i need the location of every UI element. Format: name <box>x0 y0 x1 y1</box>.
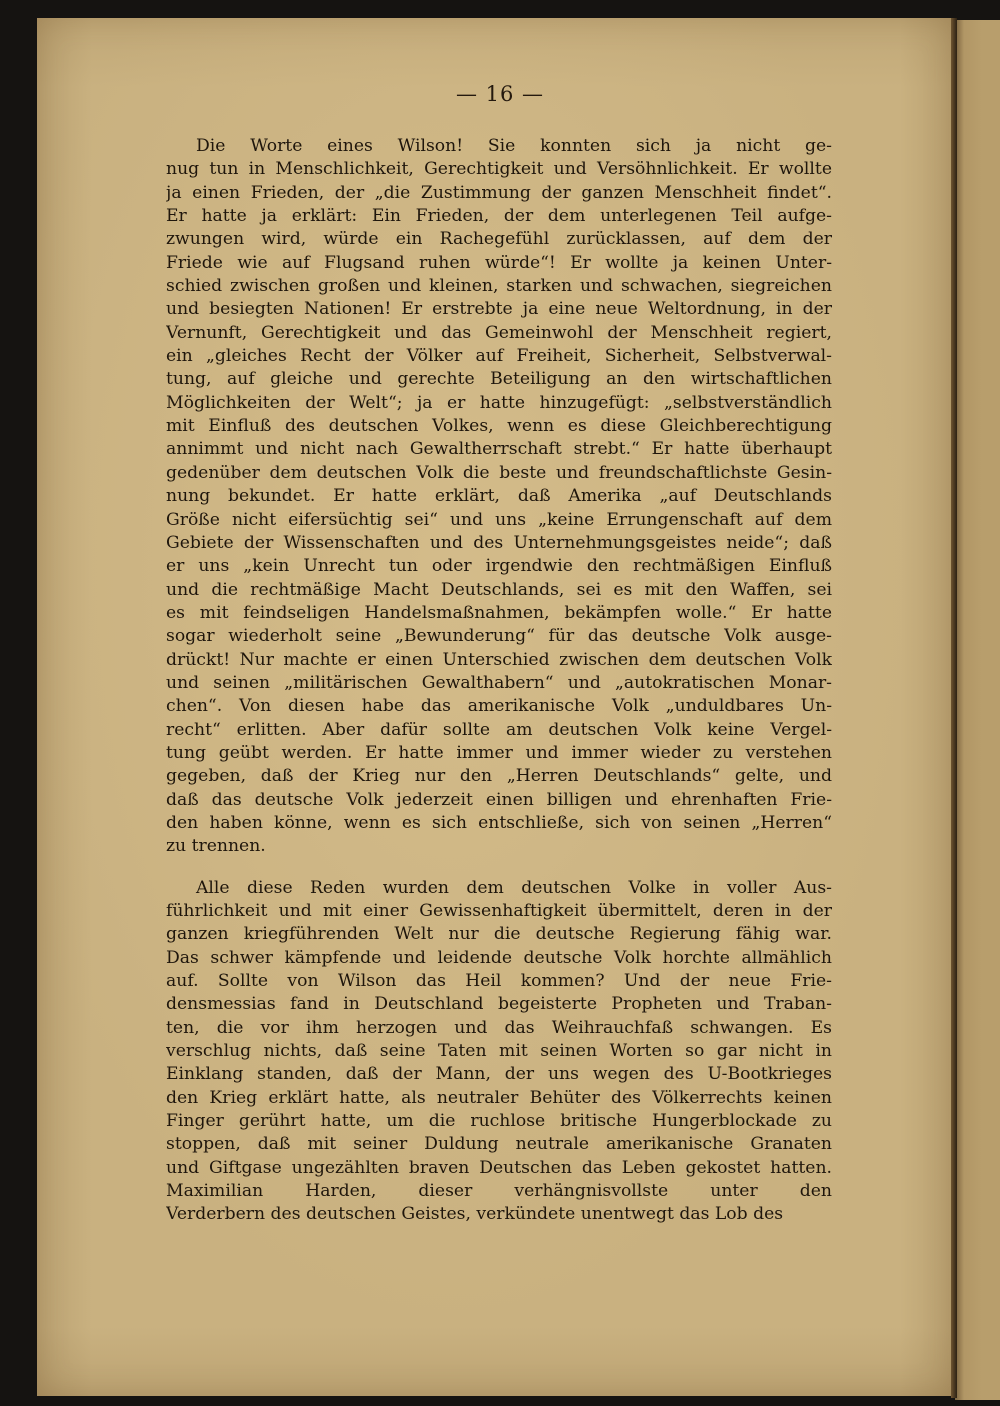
text-line: ten, die vor ihm herzogen und das Weihrauchfaß schwangen. Es <box>166 1017 832 1038</box>
paragraph-gap <box>166 859 832 877</box>
paragraph <box>166 135 832 859</box>
text-line: verschlug nichts, daß seine Taten mit seinen Worten so gar nicht in <box>166 1041 832 1062</box>
text-line: densmessias fand in Deutschland begeisterte Propheten und Traban- <box>166 994 832 1015</box>
text-line: Das schwer kämpfende und leidende deutsche Volk horchte allmählich <box>166 947 832 968</box>
text-line: den Krieg erklärt hatte, als neutraler Behüter des Völkerrechts keinen <box>166 1087 832 1108</box>
page-gutter <box>951 18 957 1398</box>
text-line: zwungen wird, würde ein Rachegefühl zurücklassen, auf dem der <box>166 229 832 250</box>
text-line: Friede wie auf Flugsand ruhen würde“! Er wollte ja keinen Unter- <box>166 252 832 273</box>
text-line: Größe nicht eifersüchtig sei“ und uns „keine Errungenschaft auf dem <box>166 509 832 530</box>
adjacent-page-edge <box>955 20 1000 1400</box>
text-line: tung geübt werden. Er hatte immer und immer wieder zu verstehen <box>166 742 832 763</box>
text-line: zu trennen. <box>166 836 266 857</box>
text-line: führlichkeit und mit einer Gewissenhaftigkeit übermittelt, deren in der <box>166 901 832 921</box>
text-line: den haben könne, wenn es sich entschließe, sich von seinen „Herren“ <box>166 812 832 833</box>
text-line: ganzen kriegführenden Welt nur die deutsche Regierung fähig war. <box>166 924 832 945</box>
text-line: auf. Sollte von Wilson das Heil kommen? Und der neue Frie- <box>166 971 832 992</box>
text-line: daß das deutsche Volk jederzeit einen billigen und ehrenhaften Frie- <box>166 789 832 810</box>
text-line: Vernunft, Gerechtigkeit und das Gemeinwohl der Menschheit regiert, <box>166 322 832 343</box>
paragraph <box>166 877 832 1227</box>
text-line: recht“ erlitten. Aber dafür sollte am deutschen Volk keine Vergel- <box>166 719 832 740</box>
text-line: Gebiete der Wissenschaften und des Unternehmungsgeistes neide“; daß <box>166 532 832 553</box>
text-line: mit Einfluß des deutschen Volkes, wenn es diese Gleichberechtigung <box>166 416 832 437</box>
text-line: tung, auf gleiche und gerechte Beteiligung an den wirtschaftlichen <box>166 369 832 390</box>
text-line: schied zwischen großen und kleinen, starken und schwachen, siegreichen <box>166 276 832 297</box>
text-line: Möglichkeiten der Welt“; ja er hatte hinzugefügt: „selbstverständlich <box>166 392 832 413</box>
text-line: er uns „kein Unrecht tun oder irgendwie den rechtmäßigen Einfluß <box>166 556 832 577</box>
text-line: gegeben, daß der Krieg nur den „Herren Deutschlands“ gelte, und <box>166 766 832 787</box>
text-line: drückt! Nur machte er einen Unterschied zwischen dem deutschen Volk <box>166 649 832 670</box>
text-line: nug tun in Menschlichkeit, Gerechtigkeit und Versöhnlichkeit. Er wollte <box>166 159 832 180</box>
text-line: Alle diese Reden wurden dem deutschen Volke in voller Aus- <box>196 877 832 898</box>
text-line: nung bekundet. Er hatte erklärt, daß Amerika „auf Deutschlands <box>166 486 832 507</box>
text-line: annimmt und nicht nach Gewaltherrschaft strebt.“ Er hatte überhaupt <box>166 439 832 460</box>
text-line: chen“. Von diesen habe das amerikanische Volk „unduldbares Un- <box>166 696 832 717</box>
text-line: Maximilian Harden, dieser verhängnisvollste unter den <box>166 1181 832 1202</box>
text-line: und seinen „militärischen Gewalthabern“ und „autokratischen Monar- <box>166 672 832 693</box>
body-text <box>166 135 832 1227</box>
text-line: ein „gleiches Recht der Völker auf Freiheit, Sicherheit, Selbstverwal- <box>166 346 832 367</box>
text-line: Verderbern des deutschen Geistes, verkündete unentwegt das Lob des <box>166 1204 784 1225</box>
text-line: und die rechtmäßige Macht Deutschlands, sei es mit den Waffen, sei <box>166 579 832 600</box>
text-line: und besiegten Nationen! Er erstrebte ja eine neue Weltordnung, in der <box>166 299 832 320</box>
text-line: Finger gerührt hatte, um die ruchlose britische Hungerblockade zu <box>166 1111 832 1132</box>
text-line: und Giftgase ungezählten braven Deutschen das Leben gekostet hatten. <box>166 1157 832 1178</box>
text-line: stoppen, daß mit seiner Duldung neutrale amerikanische Granaten <box>166 1134 832 1155</box>
text-line: es mit feindseligen Handelsmaßnahmen, bekämpfen wolle.“ Er hatte <box>166 602 832 623</box>
text-line: sogar wiederholt seine „Bewunderung“ für das deutsche Volk ausge- <box>166 626 832 647</box>
text-line: ja einen Frieden, der „die Zustimmung der ganzen Menschheit findet“. <box>166 182 832 203</box>
text-line: Die Worte eines Wilson! Sie konnten sich ja nicht ge- <box>196 136 832 156</box>
text-line: Er hatte ja erklärt: Ein Frieden, der dem unterlegenen Teil aufge- <box>166 206 832 227</box>
text-line: Einklang standen, daß der Mann, der uns wegen des U-Bootkrieges <box>166 1064 832 1085</box>
text-line: gedenüber dem deutschen Volk die beste und freundschaftlichste Gesin- <box>166 462 832 483</box>
page-number: — 16 — <box>455 82 545 106</box>
